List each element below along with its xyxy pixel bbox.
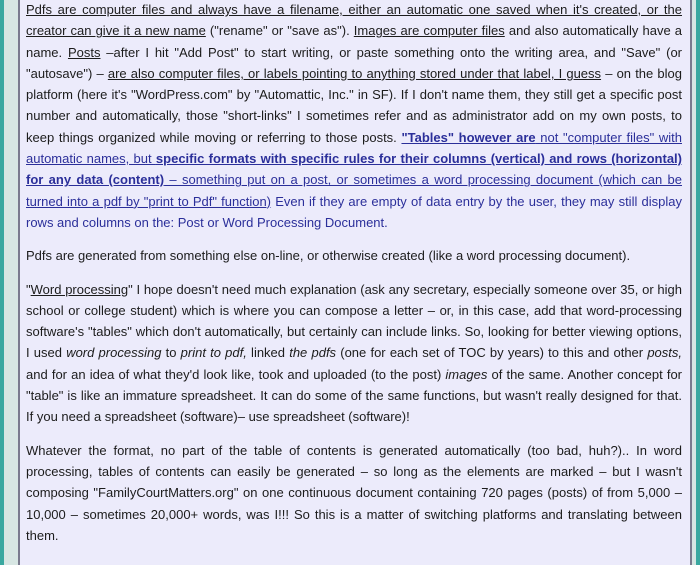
content-card <box>18 0 692 565</box>
tables-however-link[interactable]: "Tables" however are <box>401 129 536 145</box>
specific-formats-link[interactable]: specific formats with specific rules for their columns (vertical) and rows (horizontal) for any data (content) <box>26 151 682 188</box>
pdf-files-underlined: Pdfs are computer files and always have a filename, either an automatic one saved when it's created, or the creator can give it a new name <box>26 2 682 39</box>
paragraph-whatever-format: Whatever the format, no part of the table of contents is generated automatically (too bad, huh?).. In word processing, tables of contents can easily be generated – so long as the elements are marked – but I wasn't composing "FamilyCourtMatters.org" on one continuous document containing 720 pages (posts) of from 5,000 – 10,000 – sometimes 20,000+ words, was I!!! So this is a matter of switching platforms and translating between them. <box>26 442 682 543</box>
word-processing-document-link[interactable]: – something put on a post, or sometimes a word processing document (which can be turned into a pdf by "print to Pdf" function) <box>26 172 682 209</box>
images-files-underlined: Images are computer files <box>353 23 505 39</box>
empty-data-entry-text: Even if they are empty of data entry by the user, they may still display rows and columns on the: Post or Word Processing Document. <box>26 193 682 230</box>
paragraph-word-processing: "Word processing" I hope doesn't need much explanation (ask any secretary, especially someone over 35, or high school or college student) which is where you can compose a letter – or, in this case, add that word-processing software's "tables" which don't automatically, but certainly can include links. So, looking for better viewing options, I used word processing to print to pdf, linked the pdfs (one for each set of TOC by years) to this and other posts, and for an idea of what they'd look like, took and uploaded (to the post) images of the same. Another concept for "table" is like an immature spreadsheet. It can do some of the same functions, but wasn't really designed for that. If you need a spreadsheet (software)– use spreadsheet (software)! <box>26 281 682 425</box>
paragraph-pdfs-files: Pdfs are computer files and always have a filename, either an automatic one saved when it's created, or the creator can give it a new name ("rename" or "save as"). Images are computer files and also automatically have a name. Posts –after I hit "Add Post" to start writing, or paste something onto the writing area, and "Save" (or "autosave") – are also computer files, or labels pointing to anything stored under that label, I guess – on the blog platform (here it's "WordPress.com" by "Automattic, Inc." in SF). If I don't name them, they still get a specific post number and automatically, those "short-links" I sometimes refer and as administrator add on my own posts, to keep things organized while moving or referring to those posts. "Tables" however are not "computer files" with automatic names, but specific formats with specific rules for their columns (vertical) and rows (horizontal) for any data (content) – something put on a post, or sometimes a word processing document (which can be turned into a pdf by "print to Pdf" function) Even if they are empty of data entry by the user, they may still display rows and columns on the: Post or Word Processing Document. <box>26 2 682 230</box>
paragraph-pdfs-generated: Pdfs are generated from something else on-line, or otherwise created (like a word processing document). <box>26 248 631 264</box>
not-computer-files-link[interactable]: not "computer files" with automatic names, but <box>26 129 682 167</box>
posts-underlined: Posts <box>67 44 101 60</box>
labels-underlined: are also computer files, or labels pointing to anything stored under that label, I guess <box>107 65 602 81</box>
word-processing-underlined: Word processing <box>30 281 129 297</box>
